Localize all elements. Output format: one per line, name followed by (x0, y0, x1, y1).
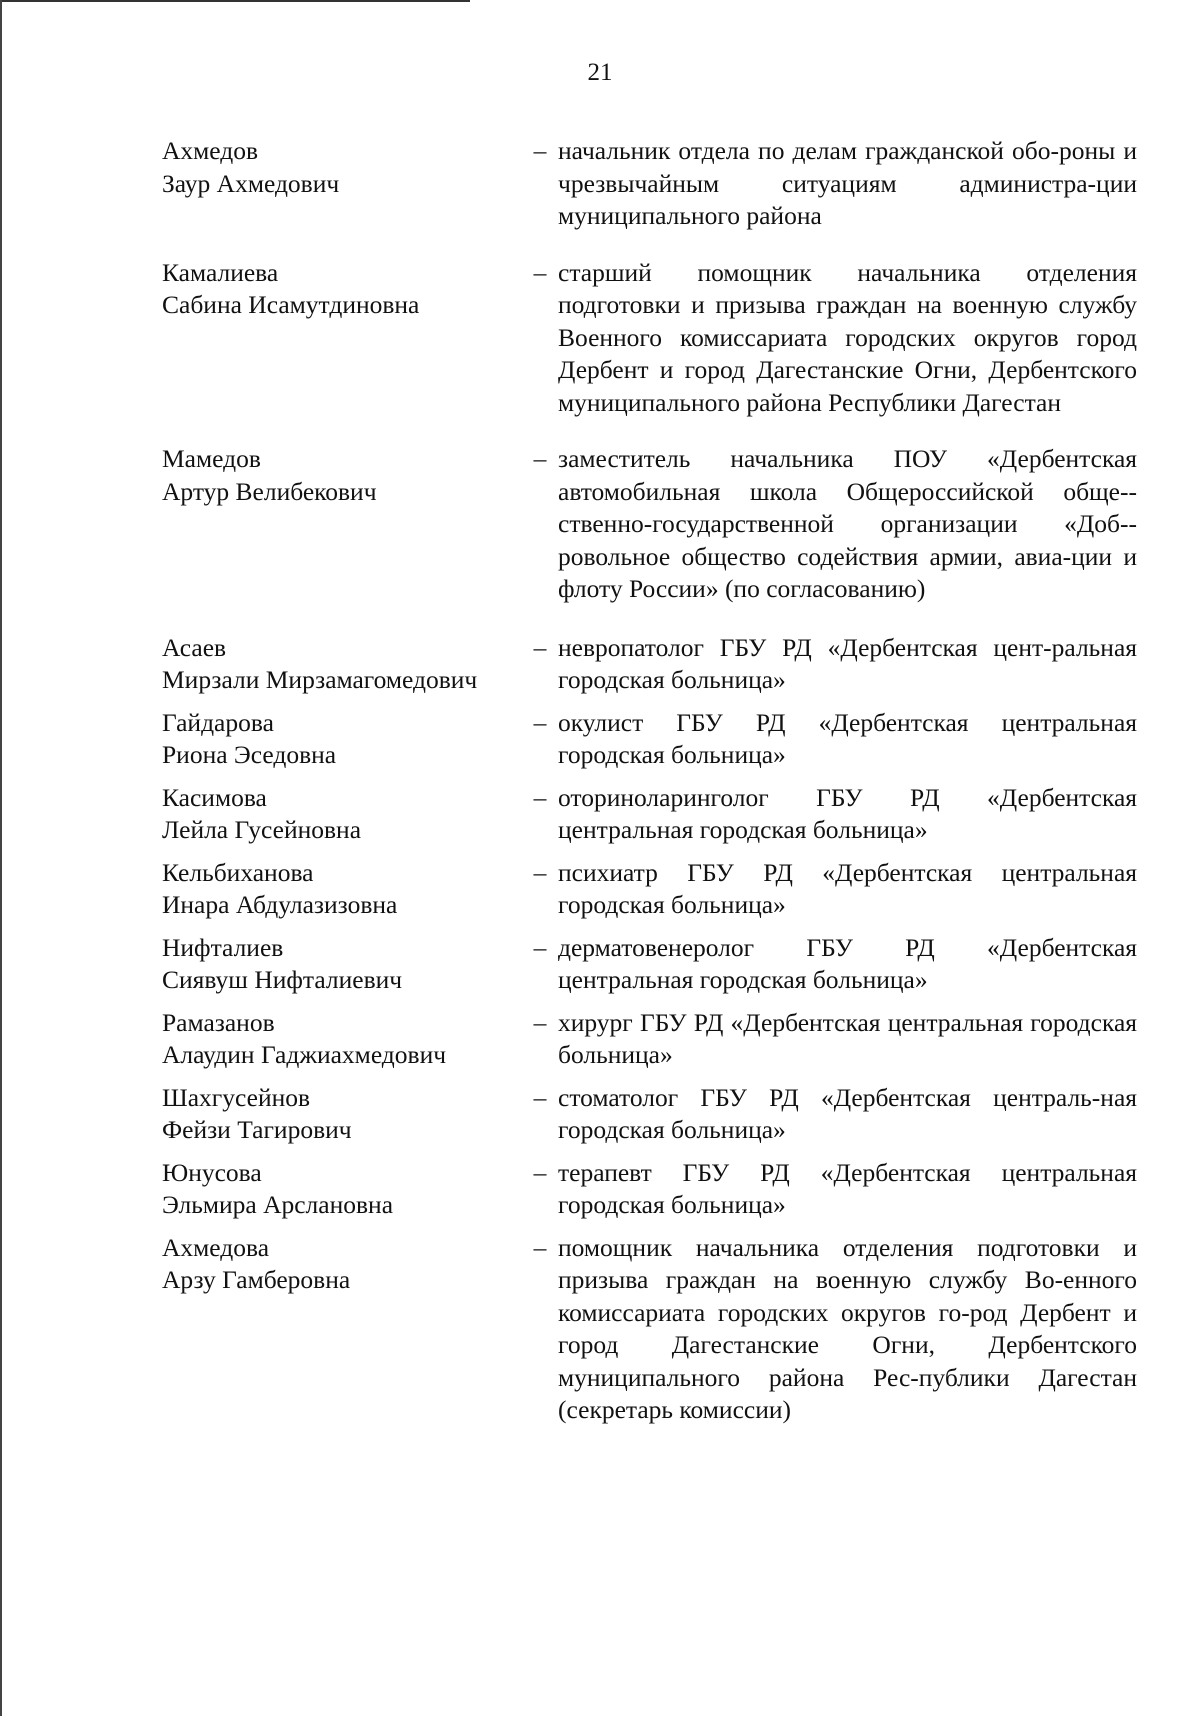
member-surname: Ахмедов (162, 136, 259, 165)
member-name (162, 135, 522, 200)
member-surname: Мамедов (162, 444, 261, 473)
page-number: 21 (587, 59, 613, 86)
member-given-name: Инара Абдулазизовна (162, 890, 398, 919)
dash-separator: – (533, 782, 547, 812)
scan-edge-left (0, 0, 2, 1716)
member-entry (162, 857, 1137, 922)
member-name (162, 782, 522, 847)
member-surname: Юнусова (162, 1157, 262, 1187)
member-surname: Камалиева (162, 257, 279, 287)
member-role: помощник начальника отделения подготовки и призыва граждан на военную службу Во-енного комиссариата городских округов го-род Дербент и город Дагестанские Огни, Дербентского муниципального района Рес-публики Дагестан (секретарь комиссии) (558, 1232, 1137, 1424)
member-role: хирург ГБУ РД «Дербентская центральная городская больница» (558, 1007, 1137, 1069)
scan-edge-top (0, 0, 470, 2)
member-entry (162, 1007, 1137, 1072)
dash-separator: – (533, 1082, 547, 1112)
member-entry (162, 632, 1137, 697)
member-role: окулист ГБУ РД «Дербентская центральная городская больница» (558, 707, 1137, 769)
member-role: старший помощник начальника отделения подготовки и призыва граждан на военную службу Военного комиссариата городских округов город Дербент и город Дагестанские Огни, Дербентского муниципального района Республики Дагестан (558, 257, 1137, 417)
member-surname: Ахмедова (162, 1232, 270, 1262)
dash-separator: – (533, 1157, 547, 1187)
member-given-name: Сабина Исамутдиновна (162, 290, 420, 319)
dash-separator: – (533, 444, 547, 473)
member-name (162, 707, 522, 772)
member-given-name: Фейзи Тагирович (162, 1115, 352, 1144)
member-surname: Рамазанов (162, 1007, 275, 1037)
member-entry (162, 707, 1137, 772)
member-given-name: Арзу Гамберовна (162, 1265, 351, 1294)
member-entry (162, 1157, 1137, 1222)
member-surname: Касимова (162, 782, 267, 812)
member-role: терапевт ГБУ РД «Дербентская центральная городская больница» (558, 1157, 1137, 1219)
member-role: дерматовенеролог ГБУ РД «Дербентская центральная городская больница» (558, 932, 1137, 994)
dash-separator: – (533, 257, 547, 287)
dash-separator: – (533, 1232, 547, 1262)
member-name (162, 932, 522, 997)
member-role: оториноларинголог ГБУ РД «Дербентская центральная городская больница» (558, 782, 1137, 844)
member-name (162, 1007, 522, 1072)
member-given-name: Алаудин Гаджиахмедович (162, 1040, 447, 1069)
member-entry (162, 932, 1137, 997)
member-name (162, 1082, 522, 1147)
member-surname: Гайдарова (162, 707, 274, 737)
member-surname: Нифталиев (162, 932, 284, 962)
member-name (162, 1232, 522, 1297)
member-role: заместитель начальника ПОУ «Дербентская автомобильная школа Общероссийской обще-ственно-государственной организации «Доб-ровольное общество содействия армии, авиа-ции и флоту России» (по согласованию) (558, 444, 1137, 603)
member-name (162, 857, 522, 922)
member-surname: Асаев (162, 632, 227, 662)
member-role: начальник отдела по делам гражданской обо-роны и чрезвычайным ситуациям администра-ции муниципального района (558, 136, 1137, 230)
dash-separator: – (533, 857, 547, 887)
member-given-name: Риона Эседовна (162, 740, 337, 769)
member-entry (162, 1082, 1137, 1147)
member-role: невропатолог ГБУ РД «Дербентская цент-ральная городская больница» (558, 632, 1137, 694)
member-given-name: Лейла Гусейновна (162, 815, 362, 844)
member-name (162, 1157, 522, 1222)
dash-separator: – (533, 932, 547, 962)
member-given-name: Мирзали Мирзамагомедович (162, 665, 478, 694)
dash-separator: – (533, 632, 547, 662)
member-entry (162, 443, 1137, 606)
member-surname: Кельбиханова (162, 857, 314, 887)
member-given-name: Сиявуш Нифталиевич (162, 965, 403, 994)
member-surname: Шахгусейнов (162, 1082, 311, 1112)
member-entry (162, 1232, 1137, 1427)
member-role: стоматолог ГБУ РД «Дербентская централь-ная городская больница» (558, 1082, 1137, 1144)
member-role: психиатр ГБУ РД «Дербентская центральная городская больница» (558, 857, 1137, 919)
dash-separator: – (533, 707, 547, 737)
commission-members-list (162, 135, 1137, 1427)
member-entry (162, 782, 1137, 847)
member-given-name: Эльмира Арслановна (162, 1190, 394, 1219)
dash-separator: – (533, 1007, 547, 1037)
member-given-name: Артур Велибекович (162, 476, 377, 506)
member-name (162, 443, 522, 508)
member-given-name: Заур Ахмедович (162, 168, 340, 198)
dash-separator: – (533, 136, 547, 165)
member-entry (162, 135, 1137, 233)
member-name (162, 257, 522, 322)
member-name (162, 632, 522, 697)
member-entry (162, 257, 1137, 420)
